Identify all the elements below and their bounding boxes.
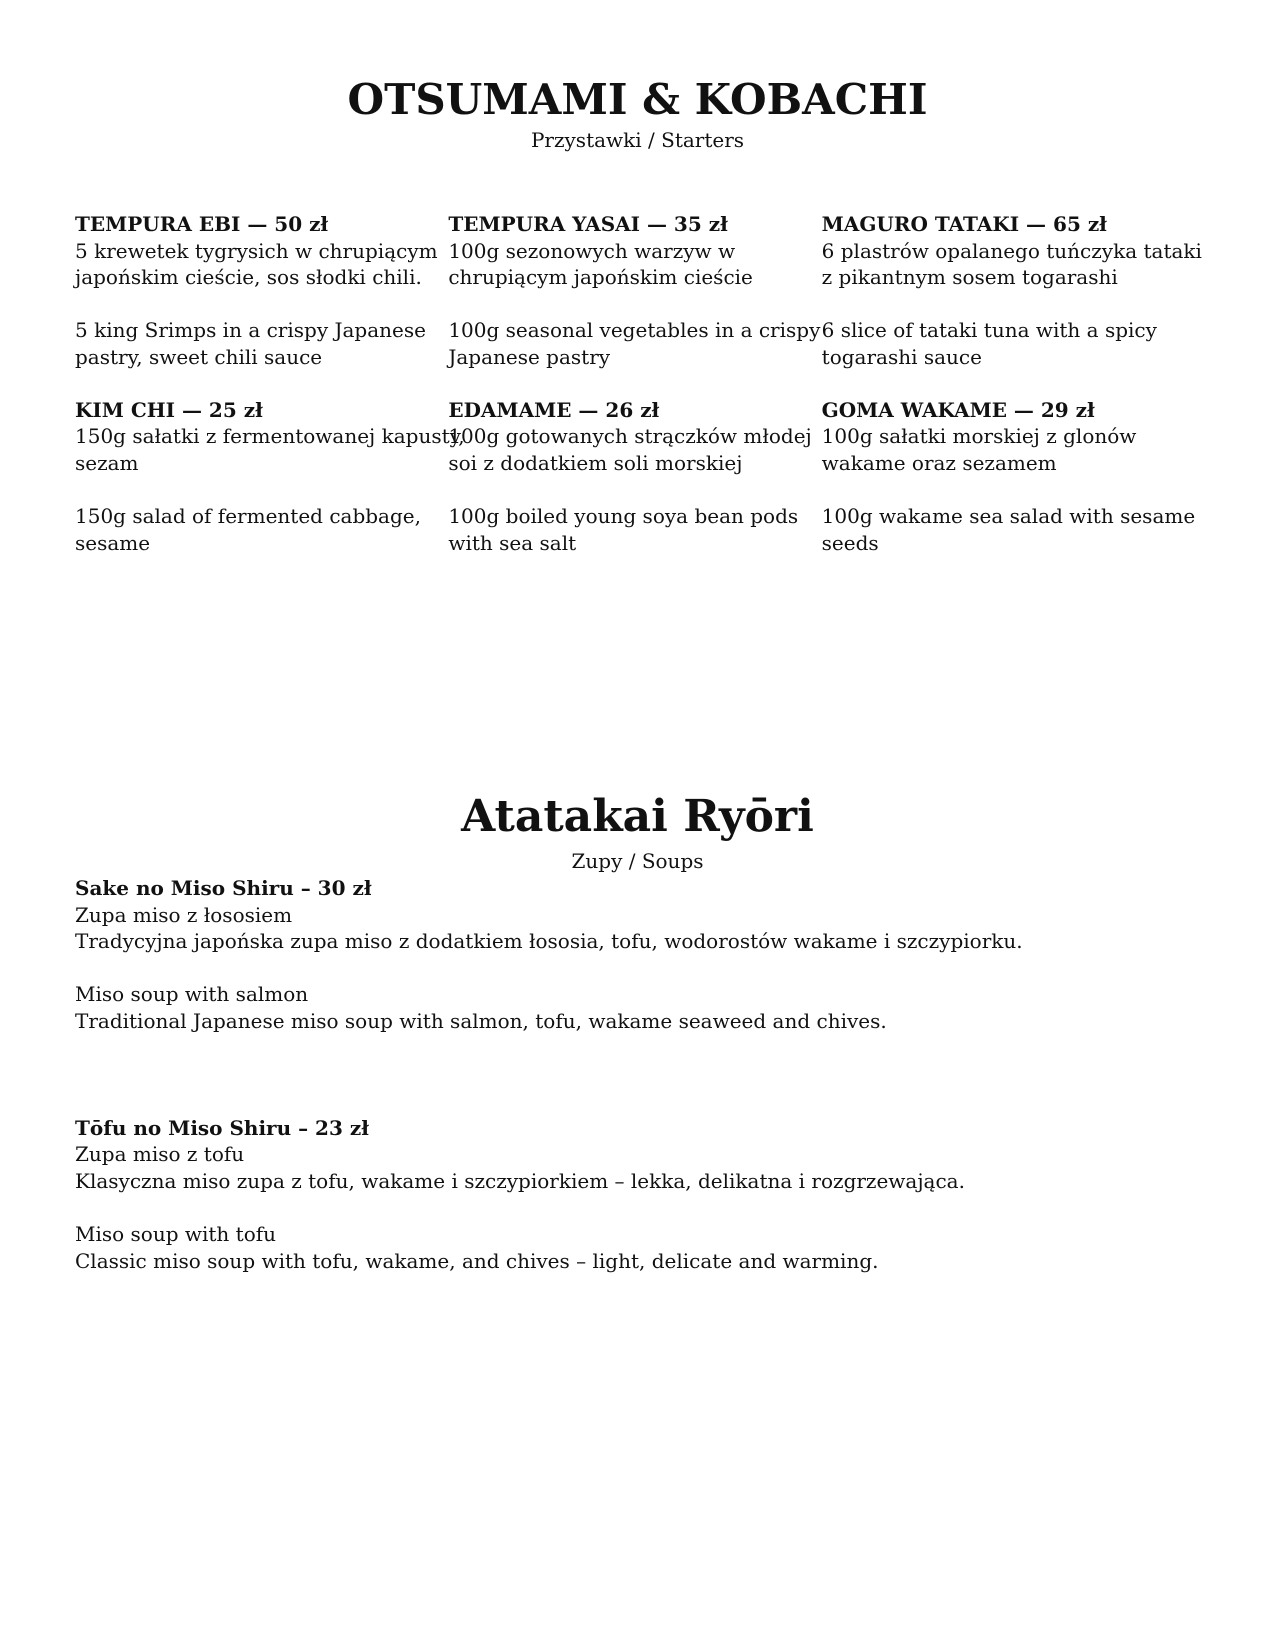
soup-name: Sake no Miso Shiru – 30 zł [75,876,372,900]
soup-name-pl: Zupa miso z tofu [75,1142,245,1167]
item-description-pl: 100g sezonowych warzyw w chrupiącym japońskim cieście [448,238,753,290]
menu-item [822,211,1215,371]
soup-name-pl: Zupa miso z łososiem [75,902,293,927]
menu-item [822,397,1215,557]
item-description-en: 100g boiled young soya bean pods with sea salt [448,503,799,555]
item-description-en: 100g wakame sea salad with sesame seeds [821,503,1196,555]
soup-name-en: Miso soup with salmon [75,982,309,1007]
menu-item [448,211,841,371]
soup-description-pl: Tradycyjna japońska zupa miso z dodatkiem łososia, tofu, wodorostów wakame i szczypiorku. [75,929,1023,954]
item-description-en: 150g salad of fermented cabbage, sesame [75,503,421,555]
soup-name: Tōfu no Miso Shiru – 23 zł [75,1115,369,1140]
soup-item [75,1115,1215,1275]
item-description-en: 100g seasonal vegetables in a crispy Japanese pastry [448,318,821,369]
starters-grid [75,211,1215,556]
starters-row [75,211,1215,371]
starters-row [75,397,1215,557]
item-name: MAGURO TATAKI — 65 zł [821,212,1107,236]
item-description-en: 6 slice of tataki tuna with a spicy togarashi sauce [821,318,1157,369]
item-description-pl: 100g gotowanych strączków młodej soi z dodatkiem soli morskiej [448,424,812,475]
item-name: TEMPURA YASAI — 35 zł [448,212,728,236]
soups-subtitle: Zupy / Soups [571,849,704,873]
item-name: EDAMAME — 26 zł [448,397,660,422]
menu-item [448,397,841,557]
item-name: TEMPURA EBI — 50 zł [75,212,329,236]
soups-title: Atatakai Ryōri [461,791,814,842]
item-description-en: 5 king Srimps in a crispy Japanese pastry, sweet chili sauce [75,318,426,369]
item-description-pl: 5 krewetek tygrysich w chrupiącym japońskim cieście, sos słodki chili. [75,238,438,290]
starters-subtitle: Przystawki / Starters [530,128,745,152]
starters-title: OTSUMAMI & KOBACHI [347,75,928,124]
item-description-pl: 6 plastrów opalanego tuńczyka tataki z pikantnym sosem togarashi [821,238,1202,290]
soup-name-en: Miso soup with tofu [75,1221,277,1246]
soup-description-pl: Klasyczna miso zupa z tofu, wakame i szczypiorkiem – lekka, delikatna i rozgrzewająca. [75,1168,965,1193]
item-description-pl: 150g sałatki z fermentowanej kapusty, sezam [75,424,465,475]
menu-item [75,211,468,371]
soup-description-en: Traditional Japanese miso soup with salmon, tofu, wakame seaweed and chives. [75,1008,887,1033]
soups-list [75,875,1215,1274]
soup-description-en: Classic miso soup with tofu, wakame, and chives – light, delicate and warming. [75,1248,879,1273]
item-name: GOMA WAKAME — 29 zł [821,397,1095,422]
item-name: KIM CHI — 25 zł [75,397,263,422]
soup-item [75,875,1215,1035]
item-description-pl: 100g sałatki morskiej z glonów wakame oraz sezamem [821,424,1137,475]
menu-item [75,397,468,557]
